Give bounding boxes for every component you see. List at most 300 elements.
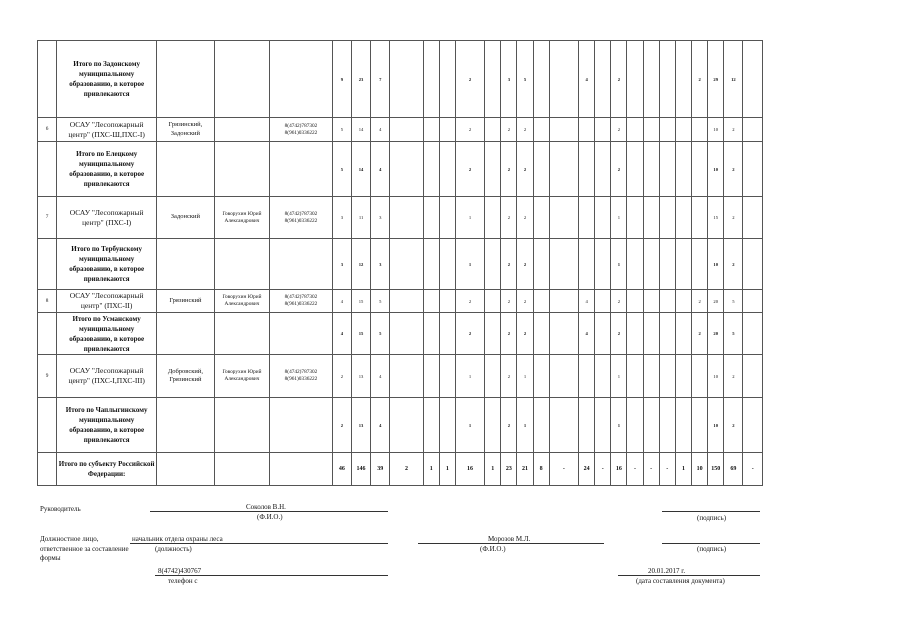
value-cell: 4 [371, 398, 390, 453]
value-cell [549, 355, 578, 398]
value-cell [533, 239, 549, 290]
date: 20.01.2017 г. [648, 567, 686, 575]
value-cell: 2 [501, 197, 517, 239]
district-cell: Добровский, Грязинский [157, 355, 215, 398]
value-cell: 1 [455, 398, 484, 453]
value-cell [423, 239, 439, 290]
value-cell [595, 355, 611, 398]
row-index-cell: 7 [38, 197, 57, 239]
value-cell [595, 142, 611, 197]
value-cell [659, 290, 675, 313]
value-cell: 16 [611, 453, 627, 486]
leader-cell [214, 313, 270, 355]
value-cell: 1 [455, 239, 484, 290]
value-cell: 7 [371, 41, 390, 118]
value-cell: 2 [501, 239, 517, 290]
value-cell: 14 [351, 142, 370, 197]
value-cell [549, 41, 578, 118]
value-cell [533, 290, 549, 313]
value-cell [579, 142, 595, 197]
value-cell: 5 [332, 142, 351, 197]
row-index-cell [38, 453, 57, 486]
value-cell [439, 398, 455, 453]
official-name: Морозов М.Л. [488, 535, 531, 543]
value-cell [533, 41, 549, 118]
value-cell: 13 [351, 398, 370, 453]
value-cell: 4 [371, 118, 390, 142]
total-row [38, 313, 763, 355]
value-cell [579, 197, 595, 239]
head-sign-label: (подпись) [697, 514, 727, 522]
value-cell: 2 [332, 355, 351, 398]
value-cell [743, 398, 763, 453]
value-cell: 2 [455, 290, 484, 313]
value-cell: 2 [611, 313, 627, 355]
value-cell: 15 [351, 313, 370, 355]
value-cell [485, 41, 501, 118]
value-cell [659, 41, 675, 118]
value-cell [627, 239, 643, 290]
value-cell [439, 41, 455, 118]
table-row [38, 355, 763, 398]
row-index-cell [38, 41, 57, 118]
value-cell [439, 197, 455, 239]
value-cell: 11 [351, 197, 370, 239]
value-cell [643, 313, 659, 355]
value-cell [485, 398, 501, 453]
value-cell [659, 142, 675, 197]
value-cell: 2 [501, 118, 517, 142]
value-cell [743, 239, 763, 290]
value-cell: 3 [332, 239, 351, 290]
value-cell [595, 197, 611, 239]
value-cell [743, 41, 763, 118]
value-cell [595, 41, 611, 118]
value-cell [627, 398, 643, 453]
value-cell: 1 [611, 197, 627, 239]
value-cell [659, 313, 675, 355]
value-cell [643, 142, 659, 197]
value-cell [485, 239, 501, 290]
value-cell [549, 313, 578, 355]
value-cell: 2 [501, 290, 517, 313]
value-cell: - [743, 453, 763, 486]
value-cell [595, 290, 611, 313]
value-cell: 1 [455, 355, 484, 398]
value-cell [390, 142, 423, 197]
district-cell: Грязинский, Задонский [157, 118, 215, 142]
row-index-cell: 9 [38, 355, 57, 398]
leader-cell [214, 142, 270, 197]
leader-cell [214, 453, 270, 486]
value-cell [390, 290, 423, 313]
value-cell: 2 [390, 453, 423, 486]
value-cell: 5 [517, 41, 533, 118]
head-name: Соколов В.Н. [246, 503, 286, 511]
value-cell: 1 [517, 355, 533, 398]
value-cell: 4 [371, 355, 390, 398]
value-cell [485, 197, 501, 239]
value-cell: 2 [692, 313, 708, 355]
head-sign-line [662, 511, 760, 512]
value-cell: 2 [332, 398, 351, 453]
value-cell: 12 [351, 239, 370, 290]
value-cell [485, 355, 501, 398]
value-cell [533, 118, 549, 142]
value-cell: 24 [579, 453, 595, 486]
value-cell: 1 [517, 398, 533, 453]
value-cell [595, 118, 611, 142]
phone-cell: 8(4742)787302 8(961)0336222 [270, 197, 333, 239]
value-cell [533, 398, 549, 453]
value-cell: 9 [332, 41, 351, 118]
value-cell [439, 355, 455, 398]
value-cell: 29 [708, 41, 724, 118]
leader-cell: Говорухин Юрий Александрович [214, 355, 270, 398]
value-cell: 2 [611, 118, 627, 142]
organization-name-cell: ОСАУ "Лесопожарный центр" (ПХС-I,ПХС-III) [57, 355, 157, 398]
value-cell [549, 398, 578, 453]
value-cell [743, 142, 763, 197]
leader-cell [214, 239, 270, 290]
value-cell: 14 [351, 118, 370, 142]
value-cell [743, 290, 763, 313]
total-row [38, 142, 763, 197]
value-cell [692, 239, 708, 290]
row-index-cell: 6 [38, 118, 57, 142]
value-cell [549, 197, 578, 239]
value-cell [692, 355, 708, 398]
phone-cell [270, 398, 333, 453]
value-cell [627, 41, 643, 118]
value-cell [549, 239, 578, 290]
district-cell: Задонский [157, 197, 215, 239]
value-cell: 69 [724, 453, 743, 486]
value-cell [390, 118, 423, 142]
value-cell [743, 197, 763, 239]
value-cell: 2 [611, 142, 627, 197]
organization-name-cell: ОСАУ "Лесопожарный центр" (ПХС-I) [57, 197, 157, 239]
value-cell [692, 142, 708, 197]
leader-cell: Говорухин Юрий Александрович [214, 197, 270, 239]
row-index-cell: 8 [38, 290, 57, 313]
value-cell: 2 [501, 313, 517, 355]
district-cell [157, 142, 215, 197]
value-cell: 1 [455, 197, 484, 239]
value-cell [579, 239, 595, 290]
value-cell: 3 [371, 197, 390, 239]
phone-cell: 8(4742)787302 8(961)0336222 [270, 118, 333, 142]
value-cell: 4 [579, 313, 595, 355]
district-cell [157, 313, 215, 355]
district-cell [157, 398, 215, 453]
value-cell: 20 [708, 290, 724, 313]
value-cell [675, 398, 691, 453]
date-line [618, 575, 760, 576]
value-cell [627, 197, 643, 239]
district-cell: Грязинский [157, 290, 215, 313]
value-cell: 16 [455, 453, 484, 486]
value-cell: 10 [708, 355, 724, 398]
value-cell: 5 [724, 290, 743, 313]
value-cell: 10 [708, 398, 724, 453]
value-cell [627, 142, 643, 197]
organization-name-cell: Итого по Тербунскому муниципальному образованию, в которое привлекаются [57, 239, 157, 290]
value-cell: 150 [708, 453, 724, 486]
value-cell [675, 118, 691, 142]
value-cell: 5 [332, 118, 351, 142]
value-cell: 23 [501, 453, 517, 486]
leader-cell [214, 118, 270, 142]
value-cell [675, 41, 691, 118]
value-cell: 2 [692, 290, 708, 313]
value-cell: 2 [455, 118, 484, 142]
value-cell [643, 355, 659, 398]
value-cell [423, 142, 439, 197]
value-cell [390, 398, 423, 453]
total-row [38, 398, 763, 453]
head-name-line [150, 511, 388, 512]
value-cell [579, 118, 595, 142]
value-cell: - [627, 453, 643, 486]
value-cell [439, 118, 455, 142]
value-cell: 8 [533, 453, 549, 486]
value-cell [643, 197, 659, 239]
value-cell [659, 355, 675, 398]
value-cell [643, 290, 659, 313]
value-cell [692, 398, 708, 453]
value-cell: - [549, 453, 578, 486]
value-cell: - [595, 453, 611, 486]
organization-name-cell: Итого по Задонскому муниципальному образованию, в которое привлекаются [57, 41, 157, 118]
value-cell [423, 41, 439, 118]
phone-cell [270, 142, 333, 197]
district-cell [157, 41, 215, 118]
value-cell [423, 197, 439, 239]
row-index-cell [38, 313, 57, 355]
value-cell: 2 [455, 41, 484, 118]
value-cell [627, 290, 643, 313]
value-cell: 1 [611, 398, 627, 453]
grand-total-row [38, 453, 763, 486]
value-cell [675, 197, 691, 239]
table-row [38, 118, 763, 142]
value-cell: 146 [351, 453, 370, 486]
date-label: (дата составления документа) [636, 577, 725, 585]
value-cell [643, 118, 659, 142]
district-cell [157, 239, 215, 290]
value-cell: 2 [724, 398, 743, 453]
total-row [38, 239, 763, 290]
value-cell [675, 142, 691, 197]
table-row [38, 290, 763, 313]
value-cell [439, 290, 455, 313]
value-cell: 10 [708, 118, 724, 142]
value-cell: 15 [708, 197, 724, 239]
value-cell: 2 [724, 142, 743, 197]
official-sign-label: (подпись) [697, 545, 727, 553]
value-cell: 2 [724, 239, 743, 290]
value-cell: 2 [517, 118, 533, 142]
phone-cell [270, 239, 333, 290]
organization-name-cell: ОСАУ "Лесопожарный центр" (ПХС-II) [57, 290, 157, 313]
leader-cell: Говорухин Юрий Александрович [214, 290, 270, 313]
value-cell [533, 197, 549, 239]
value-cell: 2 [501, 142, 517, 197]
value-cell: 2 [692, 41, 708, 118]
value-cell [659, 197, 675, 239]
value-cell [627, 313, 643, 355]
value-cell [533, 313, 549, 355]
value-cell [439, 142, 455, 197]
organization-name-cell: Итого по Елецкому муниципальному образованию, в которое привлекаются [57, 142, 157, 197]
value-cell: 15 [351, 290, 370, 313]
value-cell: 21 [517, 453, 533, 486]
phone-cell [270, 41, 333, 118]
value-cell: 2 [517, 239, 533, 290]
phone: 8(4742)430767 [158, 567, 202, 575]
value-cell: 2 [611, 41, 627, 118]
leader-cell [214, 398, 270, 453]
summary-table [37, 40, 763, 486]
value-cell [549, 142, 578, 197]
value-cell [423, 290, 439, 313]
organization-name-cell: Итого по Чаплыгинскому муниципальному образованию, в которое привлекаются [57, 398, 157, 453]
value-cell [549, 118, 578, 142]
value-cell [643, 398, 659, 453]
value-cell [423, 313, 439, 355]
value-cell [692, 118, 708, 142]
value-cell [533, 355, 549, 398]
value-cell [485, 290, 501, 313]
organization-name-cell: ОСАУ "Лесопожарный центр" (ПХС-Ш,ПХС-I) [57, 118, 157, 142]
value-cell [390, 197, 423, 239]
value-cell [675, 290, 691, 313]
value-cell: 4 [332, 290, 351, 313]
value-cell: 23 [351, 41, 370, 118]
value-cell [643, 41, 659, 118]
value-cell [595, 398, 611, 453]
leader-cell [214, 41, 270, 118]
value-cell [390, 313, 423, 355]
phone-cell [270, 313, 333, 355]
phone-line [155, 575, 388, 576]
value-cell: 10 [692, 453, 708, 486]
value-cell: 2 [611, 290, 627, 313]
value-cell [485, 142, 501, 197]
value-cell [579, 398, 595, 453]
value-cell: 12 [724, 41, 743, 118]
phone-cell: 8(4742)787302 8(961)0336222 [270, 355, 333, 398]
value-cell: 2 [517, 142, 533, 197]
value-cell [659, 239, 675, 290]
value-cell [423, 398, 439, 453]
value-cell [659, 118, 675, 142]
value-cell [533, 142, 549, 197]
value-cell [627, 118, 643, 142]
value-cell: 3 [371, 239, 390, 290]
value-cell: 1 [611, 355, 627, 398]
official-name-line [418, 543, 604, 544]
value-cell [743, 355, 763, 398]
value-cell: 3 [332, 197, 351, 239]
value-cell [643, 239, 659, 290]
value-cell [485, 313, 501, 355]
value-cell [692, 197, 708, 239]
value-cell [743, 118, 763, 142]
value-cell: 1 [675, 453, 691, 486]
value-cell: 10 [708, 142, 724, 197]
value-cell: 1 [485, 453, 501, 486]
value-cell [595, 313, 611, 355]
value-cell: 20 [708, 313, 724, 355]
value-cell: 2 [501, 398, 517, 453]
value-cell: 1 [423, 453, 439, 486]
phone-label: телефон с [168, 577, 198, 585]
value-cell [675, 313, 691, 355]
value-cell [390, 355, 423, 398]
value-cell [439, 313, 455, 355]
total-row [38, 41, 763, 118]
value-cell [595, 239, 611, 290]
value-cell: 1 [611, 239, 627, 290]
organization-name-cell: Итого по субъекту Российской Федерации: [57, 453, 157, 486]
value-cell [579, 355, 595, 398]
value-cell [549, 290, 578, 313]
value-cell [659, 398, 675, 453]
value-cell: 2 [724, 355, 743, 398]
value-cell [627, 355, 643, 398]
value-cell: 4 [332, 313, 351, 355]
head-fio-label: (Ф.И.О.) [257, 513, 283, 521]
position-label: (должность) [155, 545, 192, 553]
value-cell [423, 355, 439, 398]
value-cell: 3 [501, 41, 517, 118]
value-cell [485, 118, 501, 142]
value-cell [743, 313, 763, 355]
value-cell [675, 239, 691, 290]
official-position: начальник отдела охраны леса [132, 535, 223, 543]
organization-name-cell: Итого по Усманскому муниципальному образованию, в которое привлекаются [57, 313, 157, 355]
value-cell: 5 [724, 313, 743, 355]
phone-cell: 8(4742)787302 8(961)0336222 [270, 290, 333, 313]
value-cell: 2 [455, 142, 484, 197]
value-cell: 2 [517, 290, 533, 313]
value-cell: 4 [579, 41, 595, 118]
value-cell [439, 239, 455, 290]
value-cell [390, 41, 423, 118]
value-cell: 2 [455, 313, 484, 355]
official-fio-label: (Ф.И.О.) [480, 545, 506, 553]
value-cell: 1 [439, 453, 455, 486]
value-cell: 39 [371, 453, 390, 486]
value-cell: 10 [708, 239, 724, 290]
head-label: Руководитель [40, 505, 81, 513]
value-cell: - [659, 453, 675, 486]
value-cell: 5 [371, 290, 390, 313]
value-cell [423, 118, 439, 142]
value-cell: 13 [351, 355, 370, 398]
row-index-cell [38, 142, 57, 197]
value-cell: - [643, 453, 659, 486]
value-cell: 5 [371, 313, 390, 355]
value-cell [675, 355, 691, 398]
row-index-cell [38, 398, 57, 453]
value-cell: 2 [517, 313, 533, 355]
value-cell: 2 [501, 355, 517, 398]
value-cell: 2 [517, 197, 533, 239]
value-cell: 2 [724, 197, 743, 239]
